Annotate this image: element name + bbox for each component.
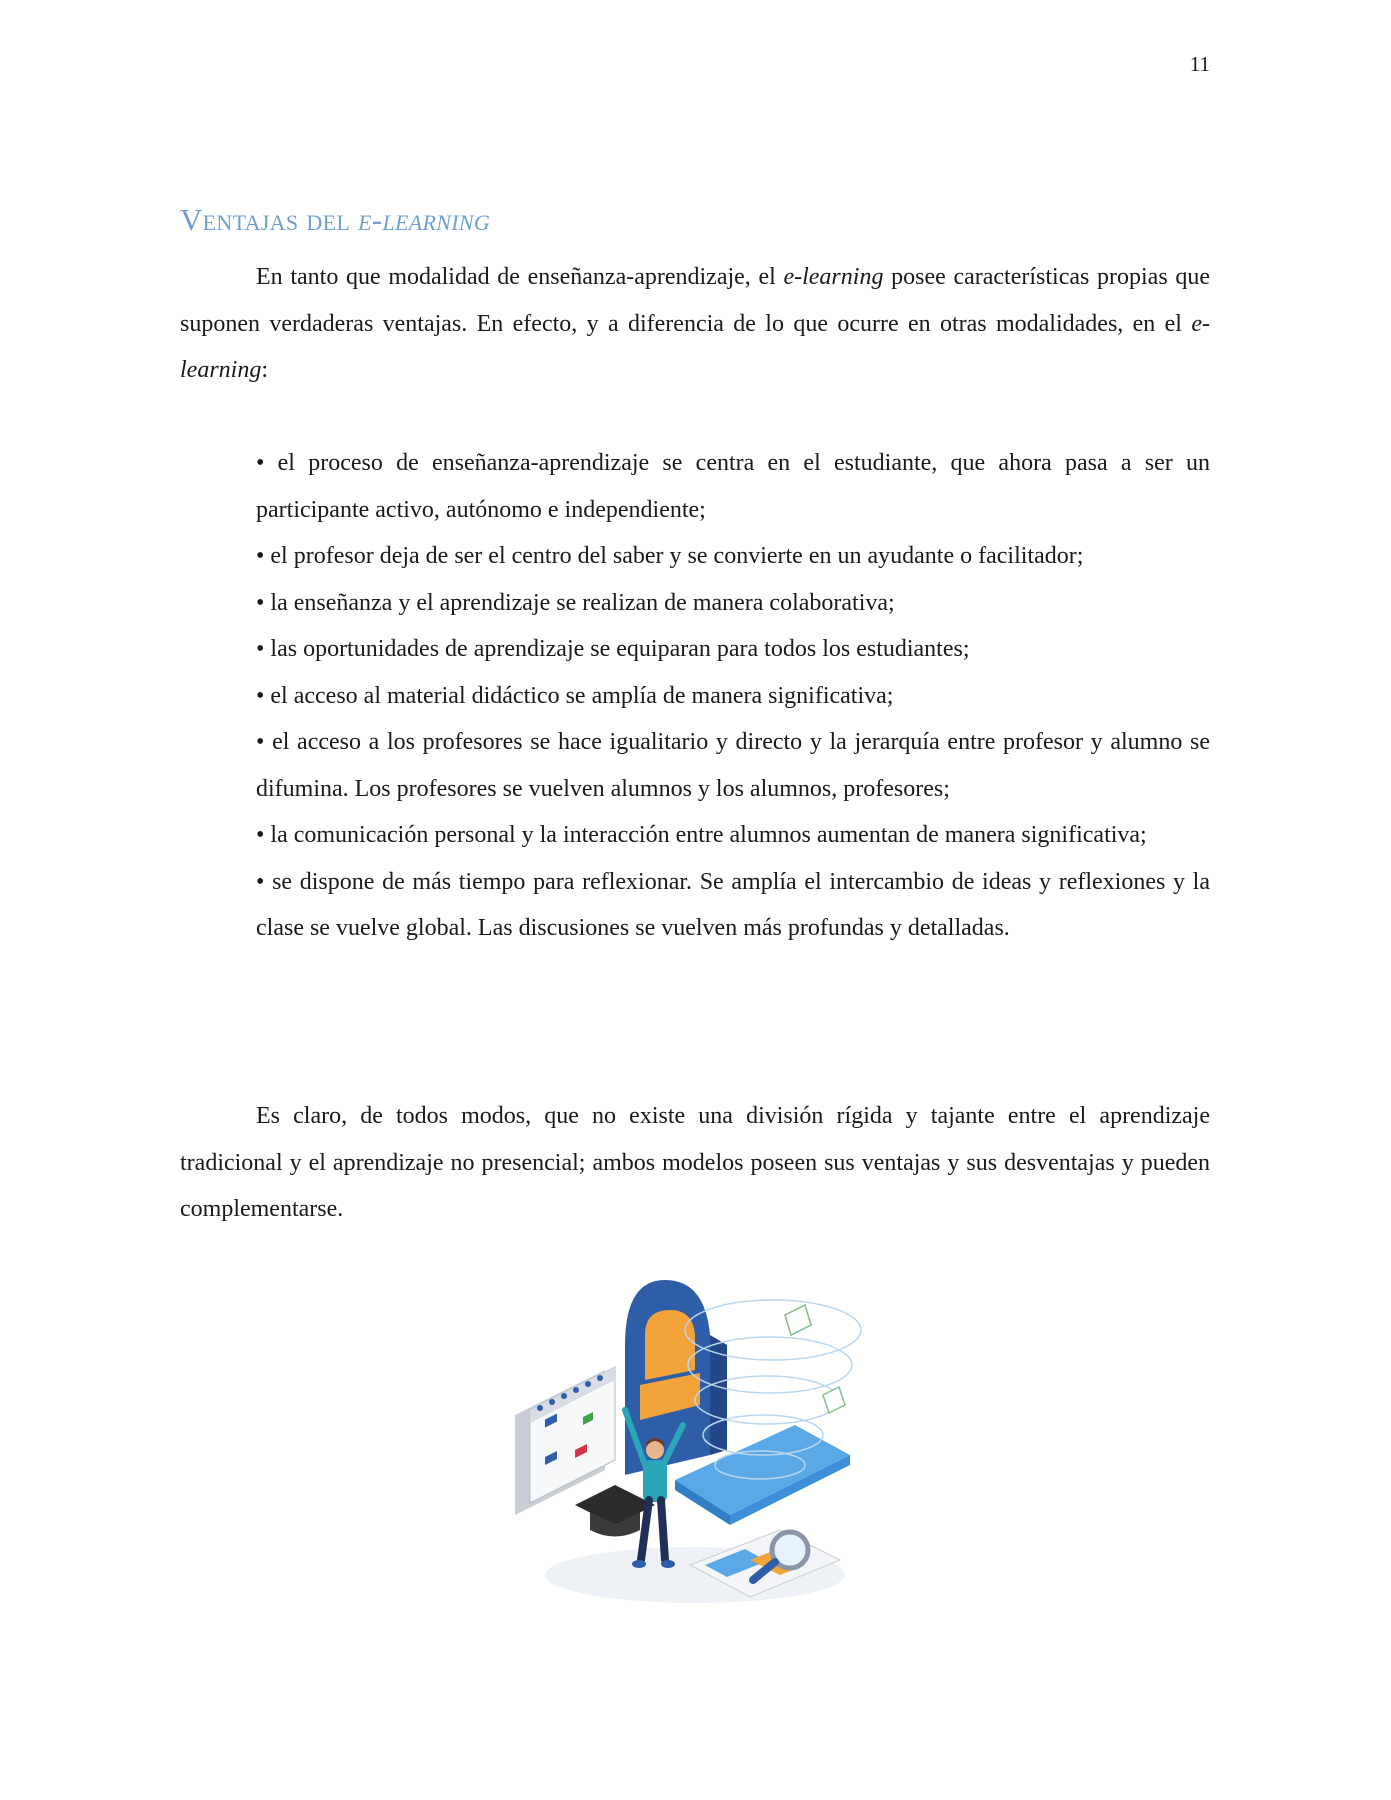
list-item: • el profesor deja de ser el centro del saber y se convierte en un ayudante o facilitador; (256, 543, 1084, 569)
heading-term: e-learning (358, 202, 491, 237)
intro-term-1: e-learning (783, 264, 884, 290)
list-item: • el acceso al material didáctico se amplía de manera significativa; (256, 682, 894, 709)
intro-text-after: : (261, 357, 268, 383)
intro-text-before: En tanto que modalidad de enseñanza-aprendizaje, el (256, 264, 784, 290)
list-item: • la comunicación personal y la interacción entre alumnos aumentan de manera significativa; (256, 822, 1147, 848)
list-item: • la enseñanza y el aprendizaje se realizan de manera colaborativa; (256, 589, 895, 616)
intro-term-2: e-learning (180, 310, 1210, 383)
intro-text-middle: posee características propias que suponen verdaderas ventajas. En efecto, y a diferencia de lo que ocurre en otras modalidades, en el (180, 264, 1210, 337)
list-item: • se dispone de más tiempo para reflexionar. Se amplía el intercambio de ideas y reflexiones y la clase se vuelve global. Las discusiones se vuelven más profundas y detalladas. (256, 868, 1210, 941)
page-number: 11 (1189, 52, 1210, 76)
intro-paragraph (180, 254, 1210, 394)
advantages-list (256, 440, 1210, 952)
e-learning-illustration-icon (505, 1275, 865, 1620)
list-item: • el acceso a los profesores se hace igualitario y directo y la jerarquía entre profesor y alumno se difumina. Los profesores se vuelven alumnos y los alumnos, profesores; (256, 729, 1210, 802)
list-item: • las oportunidades de aprendizaje se equiparan para todos los estudiantes; (256, 636, 970, 662)
section-heading (180, 202, 490, 238)
closing-paragraph: Es claro, de todos modos, que no existe una división rígida y tajante entre el aprendizaje tradicional y el aprendizaje no presencial; ambos modelos poseen sus ventajas y sus desventajas y pueden complementarse. (180, 1103, 1210, 1222)
list-item: • el proceso de enseñanza-aprendizaje se centra en el estudiante, que ahora pasa a ser un participante activo, autónomo e independiente; (256, 450, 1210, 523)
heading-text: Ventajas del (180, 202, 359, 237)
